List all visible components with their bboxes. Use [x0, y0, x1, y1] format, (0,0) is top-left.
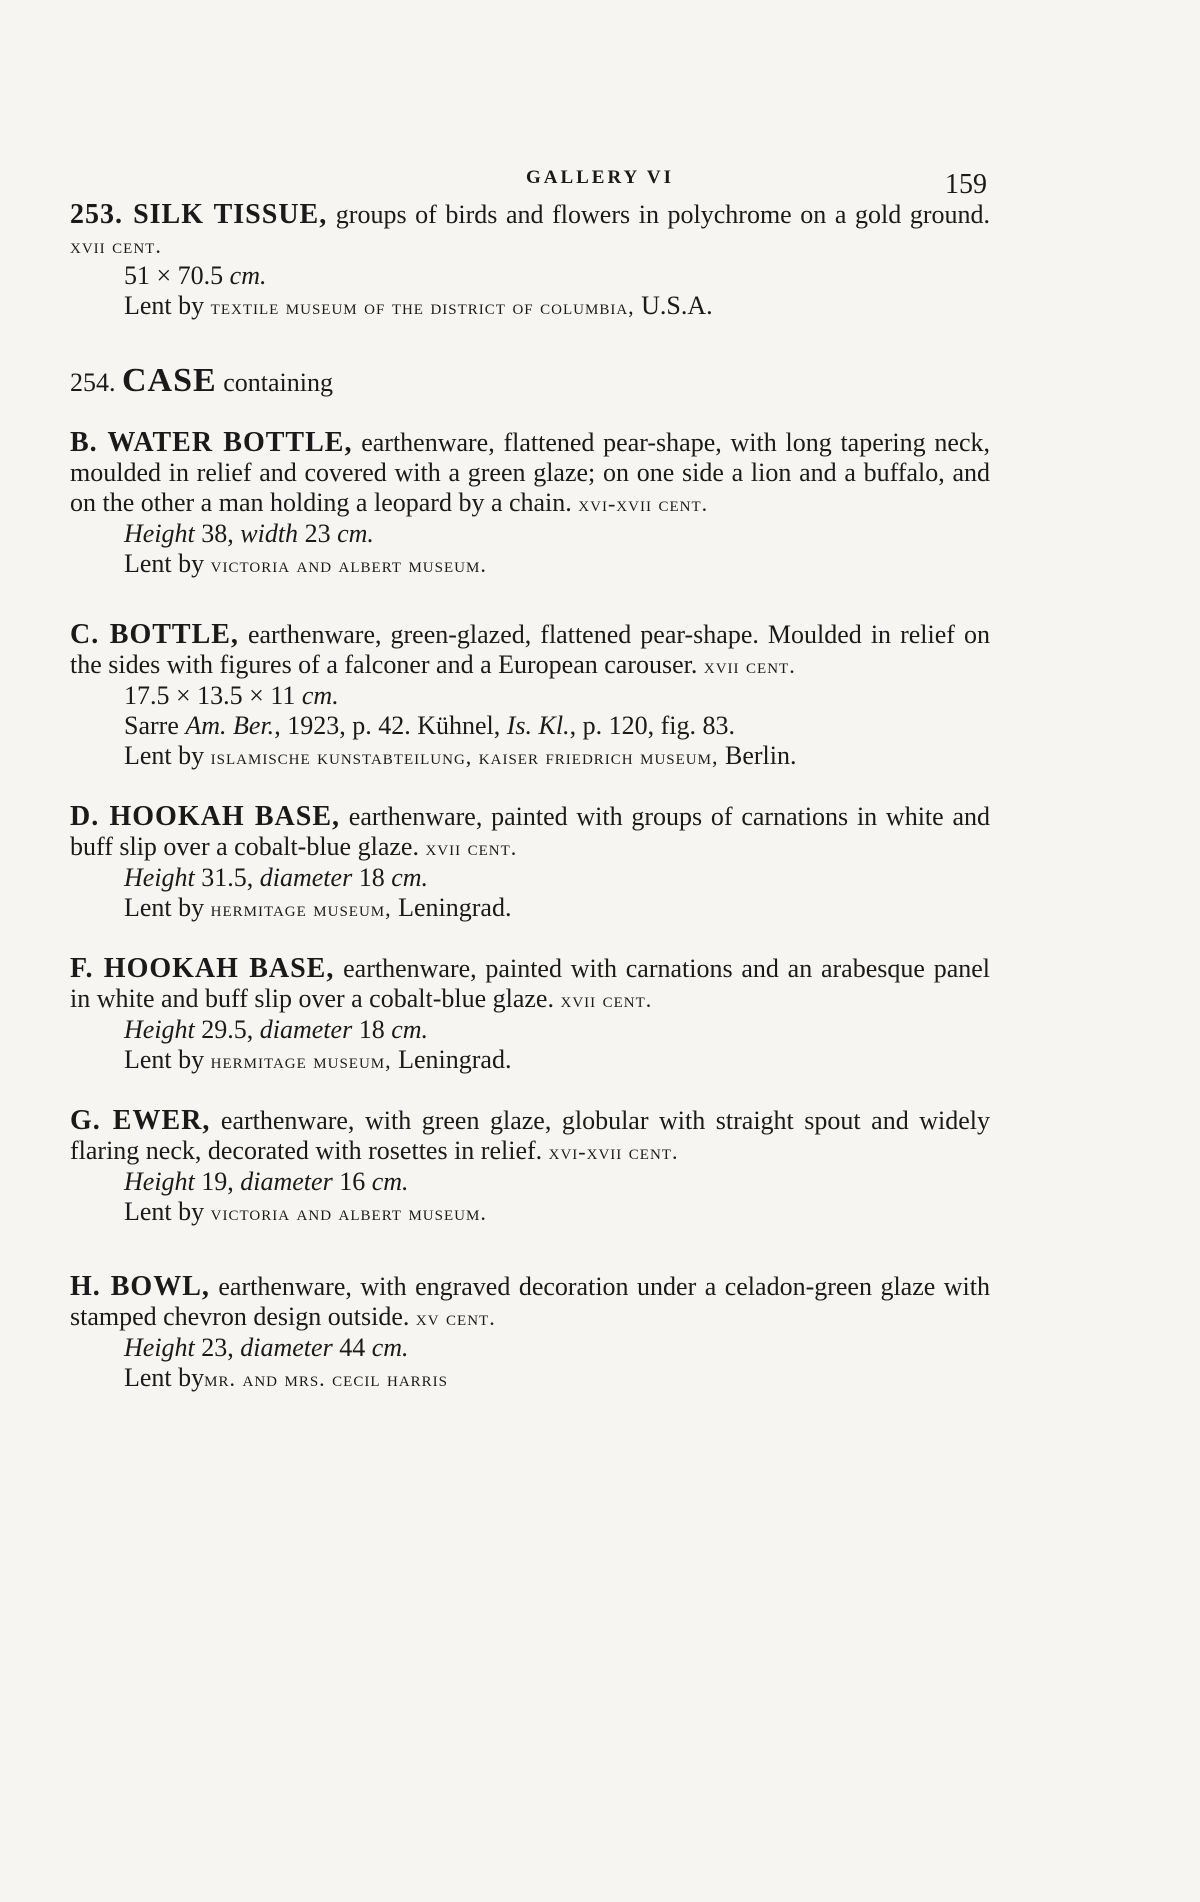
entry-description: F. HOOKAH BASE, earthenware, painted with carnations and an arabesque panel in white and buff slip over a cobalt-blue glaze. xvii cent.: [70, 953, 991, 1013]
entry-h: [70, 1272, 990, 1394]
entry-date: xvii cent.: [70, 233, 162, 258]
catalogue-content: [70, 200, 990, 1424]
entry-lender: Lent bymr. and mrs. cecil harris: [124, 1363, 449, 1392]
entry-title: CASE: [122, 362, 217, 399]
entry-dimensions: 51 × 70.5 cm.: [124, 261, 267, 290]
entry-description: B. WATER BOTTLE, earthenware, flattened pear-shape, with long tapering neck, moulded in relief and covered with a green glaze; on one side a lion and a buffalo, and on the other a man holding a leopard by a chain. xvi-xvii cent.: [70, 427, 990, 517]
running-head: GALLERY VI: [525, 167, 675, 188]
entry-lender: Lent by victoria and albert museum.: [124, 1197, 487, 1226]
entry-253: [70, 200, 990, 322]
page-header: [60, 163, 1140, 203]
page-number: 159: [945, 169, 987, 200]
entry-dimensions: 17.5 × 13.5 × 11 cm.: [124, 681, 339, 710]
entry-dimensions: Height 19, diameter 16 cm.: [124, 1167, 409, 1196]
entry-title: F. HOOKAH BASE,: [70, 953, 335, 984]
entry-g: [70, 1106, 990, 1228]
entry-lender: Lent by hermitage museum, Leningrad.: [124, 893, 512, 922]
entry-254: [70, 362, 990, 399]
entry-dimensions: Height 31.5, diameter 18 cm.: [124, 863, 429, 892]
entry-dimensions: Height 29.5, diameter 18 cm.: [124, 1015, 429, 1044]
entry-title: D. HOOKAH BASE,: [70, 801, 341, 832]
entry-dimensions: Height 23, diameter 44 cm.: [124, 1333, 409, 1362]
entry-lender: Lent by hermitage museum, Leningrad.: [124, 1045, 512, 1074]
entry-description: D. HOOKAH BASE, earthenware, painted with groups of carnations in white and buff slip over a cobalt-blue glaze. xvii cent.: [70, 801, 991, 861]
entry-description: G. EWER, earthenware, with green glaze, globular with straight spout and widely flaring neck, decorated with rosettes in relief. xvi-xvii cent.: [70, 1105, 990, 1165]
entry-b: [70, 428, 990, 580]
entry-description: [70, 200, 990, 261]
entry-c: [70, 620, 990, 772]
entry-lender: Lent by victoria and albert museum.: [124, 549, 487, 578]
entry-title: H. BOWL,: [70, 1271, 210, 1302]
entry-desc: groups of birds and flowers in polychrome on a gold ground.: [327, 200, 991, 229]
entry-title: 253. SILK TISSUE,: [70, 199, 328, 230]
entry-lender: Lent by islamische kunstabteilung, kaiser friedrich museum, Berlin.: [124, 741, 797, 770]
entry-d: [70, 802, 990, 924]
entry-description: H. BOWL, earthenware, with engraved decoration under a celadon-green glaze with stamped chevron design outside. xv cent.: [70, 1271, 990, 1331]
entry-title: C. BOTTLE,: [70, 619, 239, 650]
entry-title: G. EWER,: [70, 1105, 211, 1136]
entry-references: Sarre Am. Ber., 1923, p. 42. Kühnel, Is. Kl., p. 120, fig. 83.: [124, 711, 735, 740]
entry-lender: Lent by textile museum of the district of columbia, U.S.A.: [124, 291, 713, 320]
entry-f: [70, 954, 990, 1076]
entry-description: C. BOTTLE, earthenware, green-glazed, flattened pear-shape. Moulded in relief on the sides with figures of a falconer and a European carouser. xvii cent.: [70, 619, 990, 679]
entry-dimensions: Height 38, width 23 cm.: [124, 519, 374, 548]
entry-title: B. WATER BOTTLE,: [70, 427, 353, 458]
entry-description: 254. CASE containing: [70, 362, 333, 399]
